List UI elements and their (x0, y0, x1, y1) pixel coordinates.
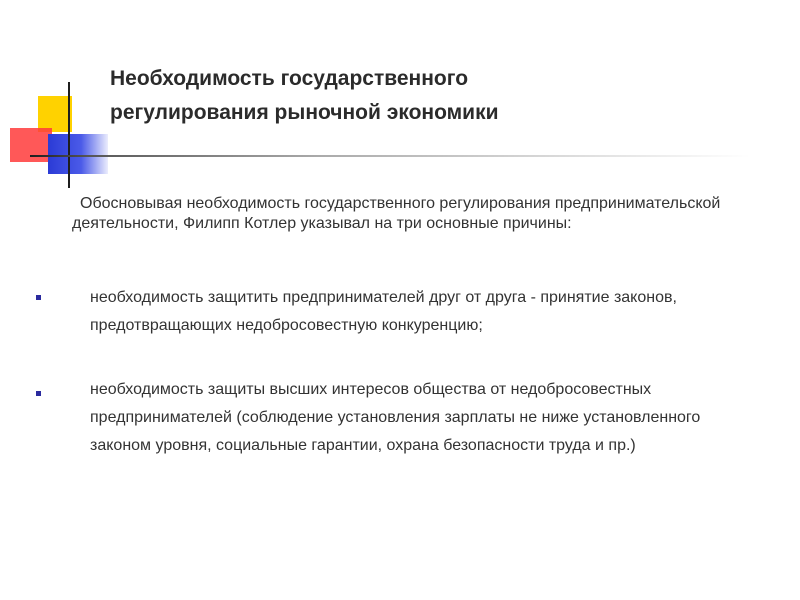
title-line-1: Необходимость государственного (110, 67, 469, 90)
title-underline (30, 155, 750, 157)
bullet-icon (36, 391, 41, 396)
list-item: необходимость защиты высших интересов общества от недобросовестных предпринимателей (соблюдение установления зарплаты не ниже установленного законом уровня, социальные гарантии, охрана безопасности труда и пр.) (90, 381, 701, 454)
title-line-2: регулирования рыночной экономики (110, 101, 499, 124)
bullet-icon (36, 295, 41, 300)
yellow-square (38, 96, 72, 132)
intro-paragraph: Обосновывая необходимость государственного регулирования предпринимательской деятельности, Филипп Котлер указывал на три основные причины: (72, 195, 721, 232)
vertical-line (68, 82, 70, 188)
blue-square (48, 134, 108, 174)
slide-title (110, 62, 750, 130)
list-item: необходимость защитить предпринимателей друг от друга - принятие законов, предотвращающих недобросовестную конкуренцию; (90, 289, 677, 334)
